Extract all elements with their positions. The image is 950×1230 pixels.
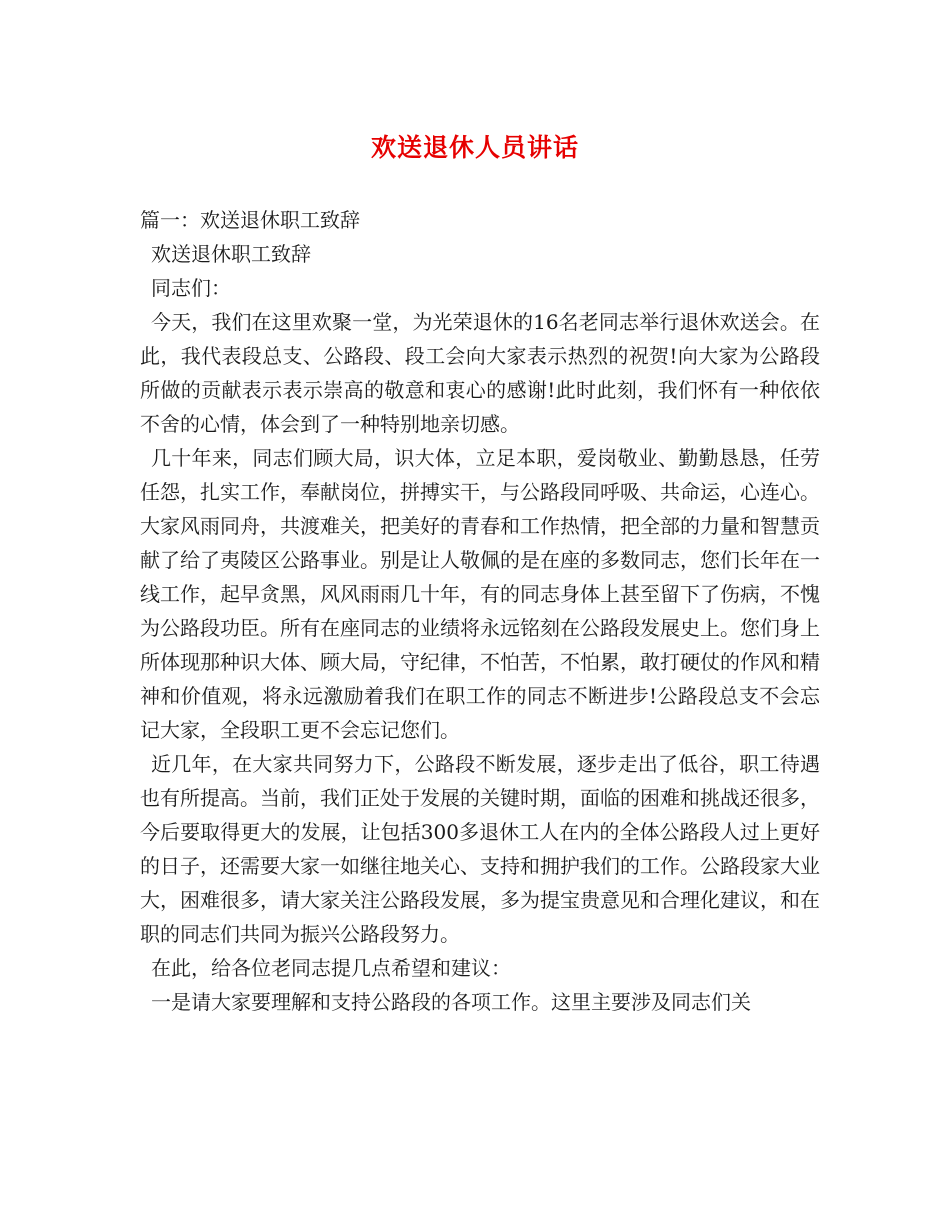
body-paragraph: 近几年，在大家共同努力下，公路段不断发展，逐步走出了低谷，职工待遇也有所提高。当前，我们正处于发展的关键时期，面临的困难和挑战还很多，今后要取得更大的发展，让包括300多退休工人在内的全体公路段人过上更好的日子，还需要大家一如继往地关心、支持和拥护我们的工作。公路段家大业大，困难很多，请大家关注公路段发展，多为提宝贵意见和合理化建议，和在职的同志们共同为振兴公路段努力。 bbox=[140, 752, 820, 946]
speech-title: 欢送退休职工致辞 bbox=[151, 242, 311, 266]
body-paragraph: 一是请大家要理解和支持公路段的各项工作。这里主要涉及同志们关 bbox=[151, 990, 751, 1014]
body-paragraph: 在此，给各位老同志提几点希望和建议： bbox=[151, 956, 511, 980]
document-body bbox=[140, 203, 820, 1019]
section-heading: 篇一：欢送退休职工致辞 bbox=[140, 208, 360, 232]
body-paragraph: 几十年来，同志们顾大局，识大体，立足本职，爱岗敬业、勤勤恳恳，任劳任怨，扎实工作，奉献岗位，拼搏实干，与公路段同呼吸、共命运，心连心。大家风雨同舟，共渡难关，把美好的青春和工作热情，把全部的力量和智慧贡献了给了夷陵区公路事业。别是让人敬佩的是在座的多数同志，您们长年在一线工作，起早贪黑，风风雨雨几十年，有的同志身体上甚至留下了伤病，不愧为公路段功臣。所有在座同志的业绩将永远铭刻在公路段发展史上。您们身上所体现那种识大体、顾大局，守纪律，不怕苦，不怕累，敢打硬仗的作风和精神和价值观，将永远激励着我们在职工作的同志不断进步!公路段总支不会忘记大家，全段职工更不会忘记您们。 bbox=[140, 446, 820, 742]
salutation: 同志们： bbox=[151, 276, 231, 300]
body-paragraph: 今天，我们在这里欢聚一堂，为光荣退休的16名老同志举行退休欢送会。在此，我代表段总支、公路段、段工会向大家表示热烈的祝贺!向大家为公路段所做的贡献表示表示崇高的敬意和衷心的感谢!此时此刻，我们怀有一种依依不舍的心情，体会到了一种特别地亲切感。 bbox=[140, 310, 820, 436]
document-title: 欢送退休人员讲话 bbox=[370, 133, 579, 162]
